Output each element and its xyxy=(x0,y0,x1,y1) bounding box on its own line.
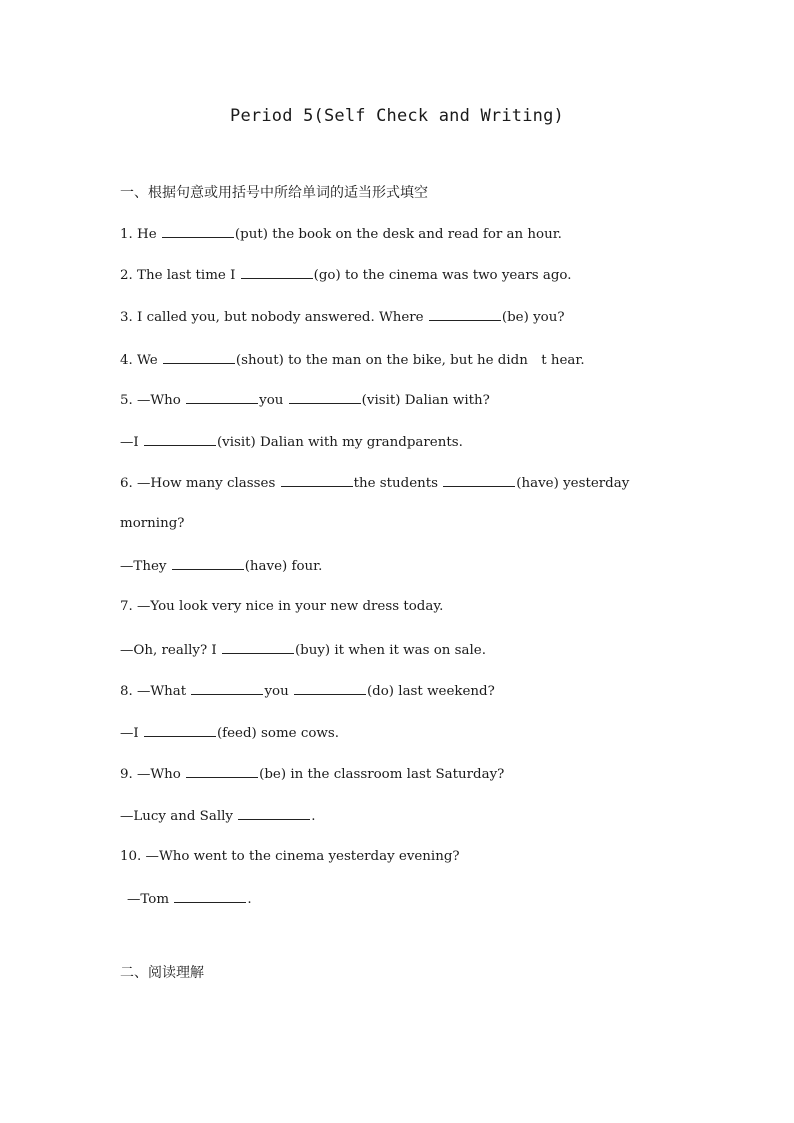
answer-blank[interactable] xyxy=(163,351,235,364)
exercise-line: —They (have) four. xyxy=(120,559,323,574)
exercise-line: —Lucy and Sally . xyxy=(120,809,316,824)
page-title: Period 5(Self Check and Writing) xyxy=(230,106,564,126)
answer-blank[interactable] xyxy=(174,890,246,903)
section-heading-reading: 二、阅读理解 xyxy=(120,965,204,981)
answer-blank[interactable] xyxy=(241,266,313,279)
exercise-line: —I (visit) Dalian with my grandparents. xyxy=(120,435,463,450)
exercise-line: 4. We (shout) to the man on the bike, but he didn t hear. xyxy=(120,353,585,368)
exercise-line: 5. —Who you (visit) Dalian with? xyxy=(120,393,490,408)
answer-blank[interactable] xyxy=(281,474,353,487)
exercise-line: 3. I called you, but nobody answered. Where (be) you? xyxy=(120,310,565,325)
answer-blank[interactable] xyxy=(238,807,310,820)
answer-blank[interactable] xyxy=(191,682,263,695)
exercise-line: 7. —You look very nice in your new dress today. xyxy=(120,599,444,614)
exercise-line: 9. —Who (be) in the classroom last Saturday? xyxy=(120,767,505,782)
exercise-line: —Oh, really? I (buy) it when it was on sale. xyxy=(120,643,486,658)
answer-blank[interactable] xyxy=(186,765,258,778)
exercise-line: 2. The last time I (go) to the cinema was two years ago. xyxy=(120,268,572,283)
exercise-line: morning? xyxy=(120,516,185,531)
answer-blank[interactable] xyxy=(172,557,244,570)
answer-blank[interactable] xyxy=(144,724,216,737)
answer-blank[interactable] xyxy=(443,474,515,487)
answer-blank[interactable] xyxy=(222,641,294,654)
answer-blank[interactable] xyxy=(289,391,361,404)
answer-blank[interactable] xyxy=(144,433,216,446)
answer-blank[interactable] xyxy=(162,225,234,238)
answer-blank[interactable] xyxy=(429,308,501,321)
exercise-line: 10. —Who went to the cinema yesterday evening? xyxy=(120,849,460,864)
exercise-line: 1. He (put) the book on the desk and read for an hour. xyxy=(120,227,562,242)
section-heading-fill-blanks: 一、根据句意或用括号中所给单词的适当形式填空 xyxy=(120,185,428,201)
answer-blank[interactable] xyxy=(186,391,258,404)
answer-blank[interactable] xyxy=(294,682,366,695)
exercise-line: —Tom . xyxy=(127,892,252,907)
exercise-line: 6. —How many classes the students (have) yesterday xyxy=(120,476,630,491)
exercise-line: —I (feed) some cows. xyxy=(120,726,339,741)
exercise-line: 8. —What you (do) last weekend? xyxy=(120,684,495,699)
